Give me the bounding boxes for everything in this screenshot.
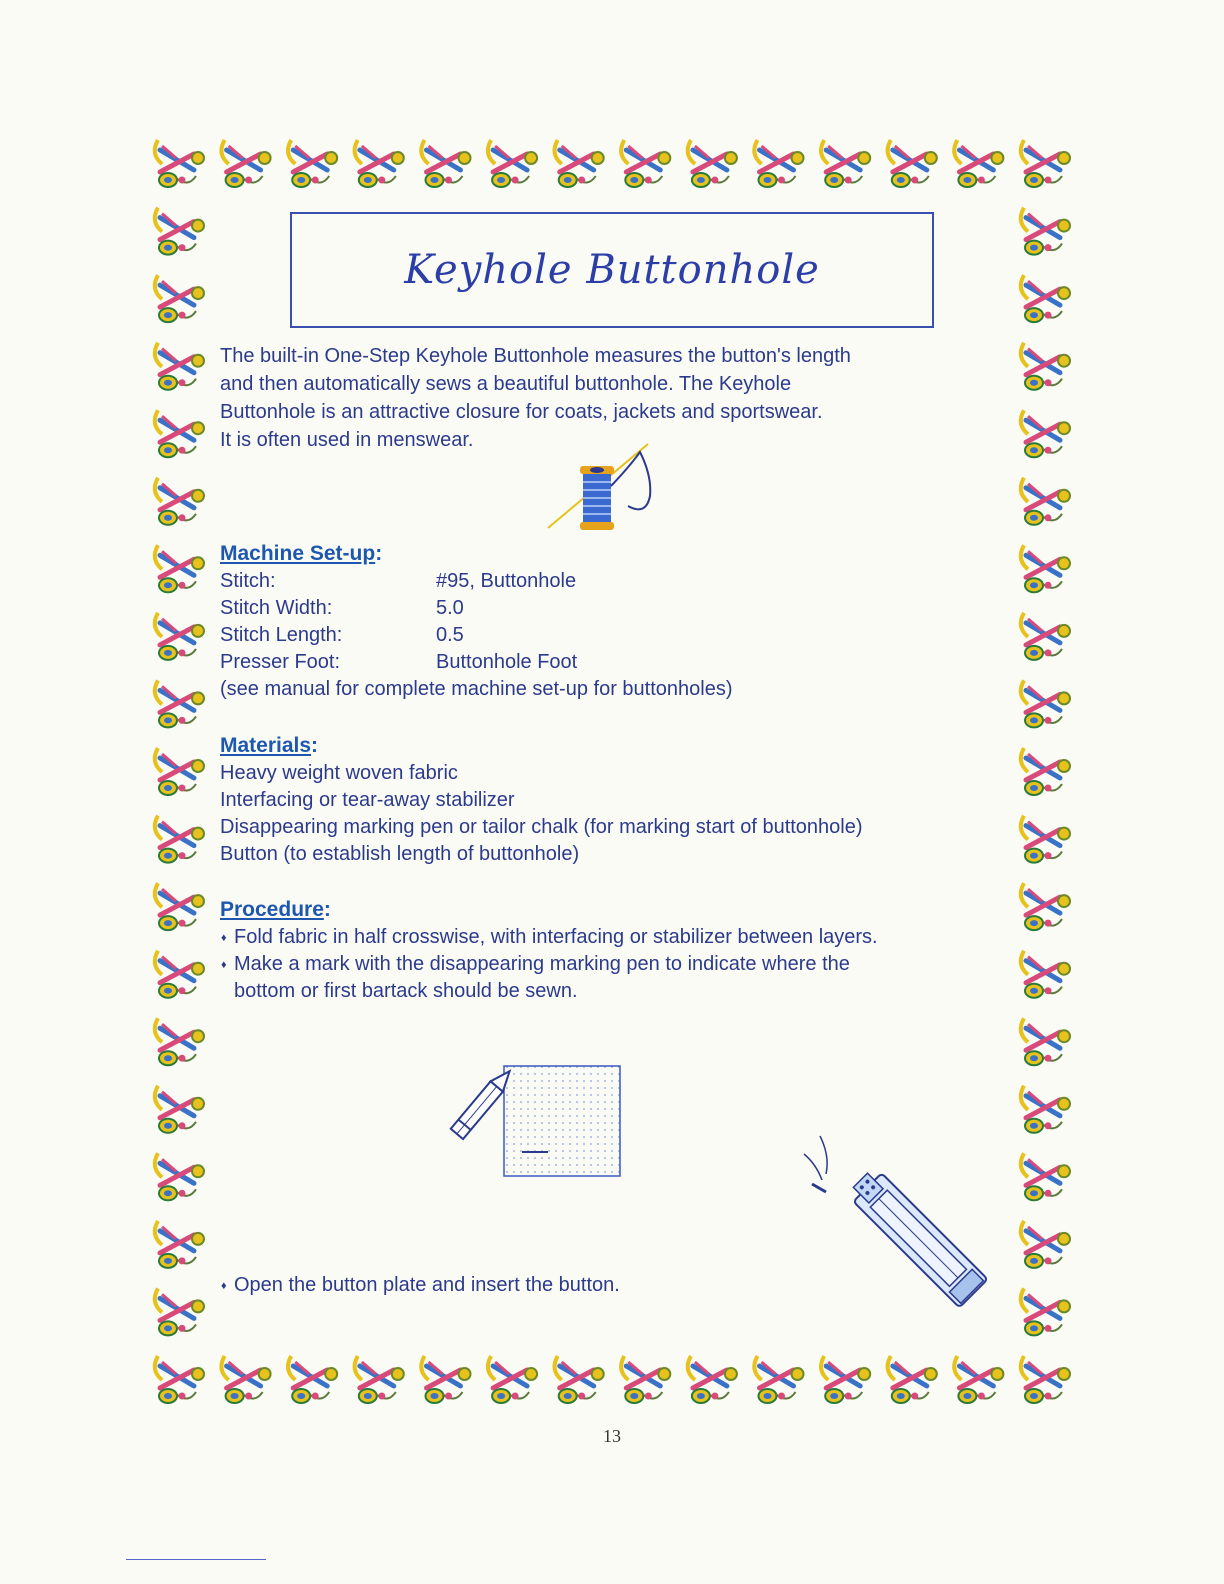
list-item: Interfacing or tear-away stabilizer [220,789,515,811]
list-item: Heavy weight woven fabric [220,762,458,784]
scissors-thread-icon [1021,1221,1070,1268]
scissors-thread-icon [821,140,870,187]
scissors-thread-icon [1021,343,1070,390]
scissors-thread-icon [1021,1018,1070,1065]
scissors-thread-icon [1021,613,1070,660]
scissors-thread-icon [155,1086,204,1133]
scissors-thread-icon [155,1153,204,1200]
scissors-thread-icon [221,140,270,187]
scissors-thread-icon [155,1018,204,1065]
procedure-heading: Procedure: [220,898,331,921]
table-row: Stitch Length: 0.5 [220,624,464,646]
scissors-thread-icon [621,140,670,187]
scissors-thread-icon [155,748,204,795]
scissors-thread-icon [821,1356,870,1403]
scissors-thread-icon [1021,478,1070,525]
setup-table [220,568,577,676]
scissors-thread-icon [155,883,204,930]
buttonhole-foot-icon [800,1134,1000,1334]
scissors-thread-icon [1021,680,1070,727]
scissors-thread-icon [1021,545,1070,592]
scissors-thread-icon [155,410,204,457]
scissors-thread-icon [155,680,204,727]
marking-pen-icon [448,1050,628,1184]
list-item: ♦ Open the button plate and insert the button. [220,1272,620,1299]
scissors-thread-icon [1021,883,1070,930]
scissors-thread-icon [1021,748,1070,795]
scissors-thread-icon [421,140,470,187]
table-row: Stitch: #95, Buttonhole [220,570,577,592]
scissors-thread-icon [1021,1288,1070,1335]
scissors-thread-icon [155,343,204,390]
scissors-thread-icon [1021,410,1070,457]
scissors-thread-icon [155,140,204,187]
scissors-thread-icon [1021,816,1070,863]
scissors-thread-icon [1021,275,1070,322]
scissors-thread-icon [155,545,204,592]
intro-line: and then automatically sews a beautiful buttonhole. The Keyhole [220,373,792,395]
scissors-thread-icon [888,1356,937,1403]
scissors-thread-icon [1021,1153,1070,1200]
page-title: Keyhole Buttonhole [404,247,820,293]
scissors-thread-icon [155,1221,204,1268]
scissors-thread-icon [288,140,337,187]
scissors-thread-icon [1021,1086,1070,1133]
scissors-thread-icon [1021,1356,1070,1403]
scissors-thread-icon [155,1288,204,1335]
intro-line: The built-in One-Step Keyhole Buttonhole measures the button's length [220,345,851,367]
scissors-thread-icon [155,208,204,255]
materials-heading: Materials: [220,734,319,757]
scissors-thread-icon [221,1356,270,1403]
scissors-thread-icon [688,140,737,187]
thread-spool-icon [540,436,670,536]
scissors-thread-icon [754,1356,803,1403]
list-item: ♦ Fold fabric in half crosswise, with interfacing or stabilizer between layers. [220,924,878,951]
scissors-thread-icon [488,1356,537,1403]
footer-rule [126,1559,266,1560]
title-box [290,212,934,328]
list-item: Disappearing marking pen or tailor chalk (for marking start of buttonhole) [220,816,863,838]
setup-note: (see manual for complete machine set-up for buttonholes) [220,678,733,700]
scissors-thread-icon [555,140,604,187]
setup-heading: Machine Set-up: [220,542,383,565]
scissors-thread-icon [155,275,204,322]
scissors-thread-icon [954,140,1003,187]
scissors-thread-icon [155,478,204,525]
list-item: bottom or first bartack should be sewn. [234,980,578,1002]
materials-list [220,760,863,868]
scissors-thread-icon [155,816,204,863]
table-row: Presser Foot: Buttonhole Foot [220,651,578,673]
scissors-thread-icon [155,951,204,998]
scissors-thread-icon [555,1356,604,1403]
scissors-thread-icon [954,1356,1003,1403]
scissors-thread-icon [1021,208,1070,255]
list-item: Button (to establish length of buttonhole) [220,843,580,865]
scissors-thread-icon [754,140,803,187]
intro-line: It is often used in menswear. [220,429,474,451]
scissors-thread-icon [288,1356,337,1403]
intro-line: Buttonhole is an attractive closure for coats, jackets and sportswear. [220,401,823,423]
procedure-list-continued [220,1272,620,1299]
page-number: 13 [603,1426,621,1446]
scissors-thread-icon [355,140,404,187]
list-item: ♦ Make a mark with the disappearing marking pen to indicate where the [220,951,878,978]
table-row: Stitch Width: 5.0 [220,597,464,619]
scissors-thread-icon [1021,951,1070,998]
scissors-thread-icon [888,140,937,187]
scissors-thread-icon [421,1356,470,1403]
scissors-thread-icon [621,1356,670,1403]
scissors-thread-icon [488,140,537,187]
scissors-thread-icon [1021,140,1070,187]
procedure-list [220,924,878,1005]
scissors-thread-icon [155,613,204,660]
scissors-thread-icon [688,1356,737,1403]
scissors-thread-icon [155,1356,204,1403]
scissors-thread-icon [355,1356,404,1403]
